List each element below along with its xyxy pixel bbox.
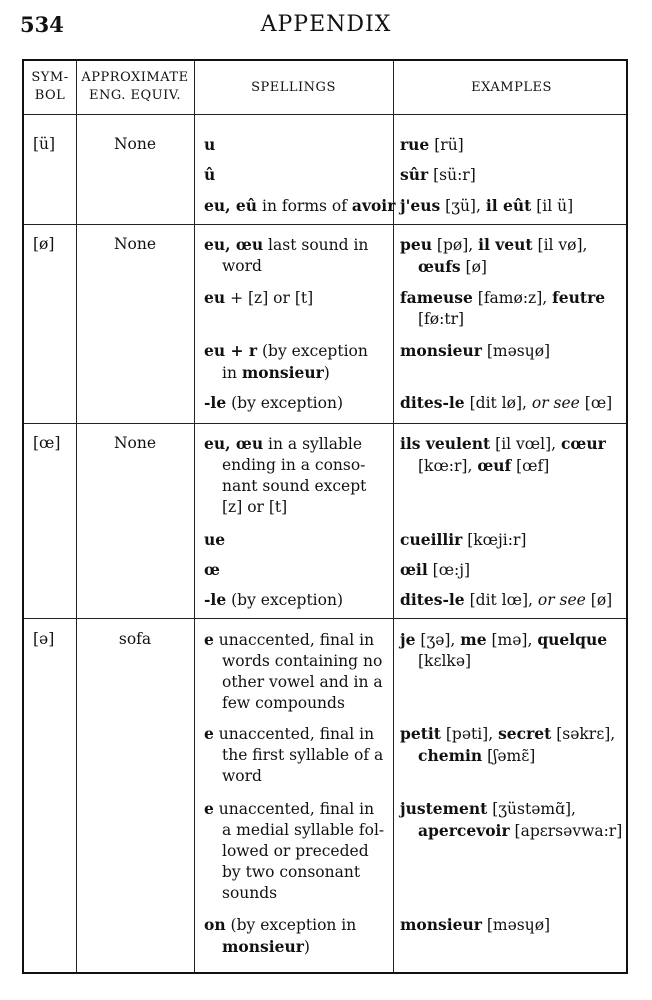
spelling-entry xyxy=(204,340,368,384)
running-head: APPENDIX xyxy=(260,12,392,37)
text-run: eu, eû xyxy=(204,196,258,215)
example-entry xyxy=(400,287,605,330)
text-run: e xyxy=(204,724,214,743)
entry-line xyxy=(204,820,384,841)
text-run: monsieur xyxy=(400,341,482,360)
text-run: e xyxy=(204,630,214,649)
text-run: rue xyxy=(400,135,430,154)
header-symbol xyxy=(24,69,76,105)
text-run: [ø] xyxy=(460,258,487,276)
spelling-entry xyxy=(204,914,356,958)
text-run: [ø] xyxy=(585,591,613,609)
header-examples: EXAMPLES xyxy=(471,80,552,95)
symbol-cell: [œ] xyxy=(33,434,61,452)
text-run: monsieur xyxy=(222,937,304,956)
text-run: word xyxy=(222,257,262,275)
text-run: [ʒüstəmɑ̃], xyxy=(487,800,576,818)
symbol-cell: [ø] xyxy=(33,235,55,253)
entry-line xyxy=(400,589,612,611)
text-run: justement xyxy=(400,799,488,818)
text-run: or see xyxy=(537,591,586,609)
text-run: (by exception xyxy=(257,342,368,360)
text-run: (by exception) xyxy=(226,394,344,412)
text-run: ) xyxy=(323,364,330,382)
text-run: unaccented, final in xyxy=(213,725,375,743)
text-run: [il vø], xyxy=(532,236,588,254)
text-run: me xyxy=(460,630,487,649)
text-run: [kœji:r] xyxy=(462,531,527,549)
text-run: in forms of xyxy=(257,197,352,215)
example-entry xyxy=(400,340,550,362)
text-run: œ xyxy=(204,560,220,579)
text-run: cœur xyxy=(560,434,606,453)
example-entry xyxy=(400,134,464,156)
entry-line xyxy=(400,392,612,414)
text-run: [ʒü], xyxy=(440,197,486,215)
entry-line xyxy=(400,134,464,156)
text-run: by two consonant xyxy=(222,863,361,881)
text-run: words containing no xyxy=(222,652,383,670)
entry-line xyxy=(204,862,384,883)
entry-line xyxy=(400,234,587,256)
entry-line xyxy=(400,745,615,767)
text-run: peu xyxy=(400,235,432,254)
text-run: [kɛlkə] xyxy=(418,652,472,670)
header-rule xyxy=(24,114,626,115)
text-run: [famø:z], xyxy=(472,289,553,307)
text-run: (by exception) xyxy=(226,591,344,609)
text-run: ils veulent xyxy=(400,434,491,453)
entry-line xyxy=(204,340,368,362)
text-run: [mə], xyxy=(486,631,538,649)
entry-line xyxy=(204,629,383,651)
entry-line xyxy=(400,195,573,217)
column-rule xyxy=(194,61,195,972)
text-run: eu xyxy=(204,288,226,307)
text-run: [rü] xyxy=(429,136,464,154)
text-run: sounds xyxy=(222,884,278,902)
page-number: 534 xyxy=(20,12,64,37)
eng-equiv-cell: None xyxy=(113,135,157,153)
text-run: [il vœl], xyxy=(490,435,561,453)
text-run: other vowel and in a xyxy=(222,673,383,691)
entry-line xyxy=(204,559,220,581)
text-run: nant sound except xyxy=(222,477,367,495)
entry-line xyxy=(204,914,356,936)
entry-line xyxy=(400,433,606,455)
entry-line xyxy=(400,820,622,842)
vowel-table xyxy=(22,59,628,974)
spelling-entry xyxy=(204,433,366,518)
spelling-entry xyxy=(204,559,220,581)
text-run: ending in a conso- xyxy=(222,456,366,474)
spelling-entry xyxy=(204,798,384,904)
entry-line xyxy=(400,559,470,581)
entry-line xyxy=(204,841,384,862)
example-entry xyxy=(400,723,615,767)
text-run: petit xyxy=(400,724,441,743)
entry-line xyxy=(204,883,384,904)
text-run: chemin xyxy=(418,746,483,765)
text-run: apercevoir xyxy=(418,821,510,840)
text-run: avoir xyxy=(351,196,396,215)
entry-line xyxy=(400,914,550,936)
text-run: [məsɥø] xyxy=(481,916,551,934)
entry-line xyxy=(204,693,383,714)
text-run: unaccented, final in xyxy=(213,631,375,649)
text-run: in a syllable xyxy=(263,435,363,453)
text-run: the first syllable of a xyxy=(222,746,384,764)
header-symbol-line: SYM- xyxy=(31,70,69,85)
entry-line xyxy=(400,287,605,309)
entry-line xyxy=(400,164,476,186)
example-entry xyxy=(400,195,573,217)
text-run: (by exception in xyxy=(225,916,357,934)
entry-line xyxy=(204,497,366,518)
text-run: lowed or preceded xyxy=(222,842,369,860)
example-entry xyxy=(400,164,476,186)
text-run: word xyxy=(222,767,262,785)
entry-line xyxy=(204,651,383,672)
eng-equiv-cell: None xyxy=(113,235,157,253)
text-run: [z] or [t] xyxy=(222,498,288,516)
column-rule xyxy=(76,61,77,972)
entry-line xyxy=(400,723,615,745)
example-entry xyxy=(400,629,607,672)
text-run: [kœ:r], xyxy=(418,457,478,475)
symbol-cell: [ə] xyxy=(33,630,55,648)
spelling-entry xyxy=(204,164,215,186)
text-run: last sound in xyxy=(263,236,369,254)
text-run: [il ü] xyxy=(531,197,574,215)
text-run: ue xyxy=(204,530,226,549)
text-run: œuf xyxy=(477,456,512,475)
text-run: sûr xyxy=(400,165,429,184)
text-run: je xyxy=(400,630,416,649)
entry-line xyxy=(400,256,587,278)
symbol-cell: [ü] xyxy=(33,135,56,153)
text-run: û xyxy=(204,165,216,184)
entry-line xyxy=(204,476,366,497)
text-run: il veut xyxy=(478,235,533,254)
example-entry xyxy=(400,798,622,842)
text-run: œufs xyxy=(418,257,461,276)
text-run: quelque xyxy=(537,630,608,649)
entry-line xyxy=(204,164,215,186)
text-run: monsieur xyxy=(400,915,482,934)
example-entry xyxy=(400,559,470,581)
entry-line xyxy=(204,723,383,745)
text-run: [apɛrsəvwa:r] xyxy=(509,822,623,840)
entry-line xyxy=(204,362,368,384)
spelling-entry xyxy=(204,529,225,551)
text-run: [dit lø], xyxy=(464,394,532,412)
text-run: eu + r xyxy=(204,341,258,360)
entry-line xyxy=(204,766,383,787)
spelling-entry xyxy=(204,287,313,309)
entry-line xyxy=(204,234,368,256)
example-entry xyxy=(400,433,606,477)
entry-line xyxy=(204,195,395,217)
text-run: [œf] xyxy=(511,457,550,475)
text-run: dites-le xyxy=(400,590,465,609)
text-run: secret xyxy=(498,724,552,743)
header-eng-equiv xyxy=(76,69,194,105)
entry-line xyxy=(400,309,605,330)
text-run: j'eus xyxy=(400,196,441,215)
text-run: fameuse xyxy=(400,288,473,307)
text-run: [pəti], xyxy=(440,725,499,743)
entry-line xyxy=(204,455,366,476)
entry-line xyxy=(400,629,607,651)
text-run: [œ] xyxy=(579,394,613,412)
text-run: feutre xyxy=(552,288,606,307)
text-run: [sü:r] xyxy=(428,166,476,184)
header-spellings: SPELLINGS xyxy=(251,80,336,95)
spelling-entry xyxy=(204,392,343,414)
spelling-entry xyxy=(204,134,215,156)
eng-equiv-cell: sofa xyxy=(118,630,152,648)
section-rule xyxy=(24,618,626,619)
text-run: [dit lœ], xyxy=(464,591,538,609)
text-run: on xyxy=(204,915,226,934)
entry-line xyxy=(204,798,384,820)
text-run: [səkrɛ], xyxy=(551,725,616,743)
text-run: eu, œu xyxy=(204,434,264,453)
entry-line xyxy=(204,745,383,766)
text-run: il eût xyxy=(485,196,532,215)
text-run: few compounds xyxy=(222,694,345,712)
entry-line xyxy=(204,672,383,693)
section-rule xyxy=(24,423,626,424)
eng-equiv-cell: None xyxy=(113,434,157,452)
text-run: ) xyxy=(303,938,310,956)
entry-line xyxy=(400,529,526,551)
entry-line xyxy=(204,529,225,551)
text-run: + [z] or [t] xyxy=(225,289,314,307)
entry-line xyxy=(204,589,343,611)
entry-line xyxy=(204,256,368,277)
text-run: [məsɥø] xyxy=(481,342,551,360)
spelling-entry xyxy=(204,234,368,277)
spelling-entry xyxy=(204,589,343,611)
text-run: a medial syllable fol- xyxy=(222,821,385,839)
entry-line xyxy=(400,340,550,362)
text-run: in xyxy=(222,364,242,382)
text-run: -le xyxy=(204,590,227,609)
header-eng-line: ENG. EQUIV. xyxy=(88,88,182,103)
text-run: [fø:tr] xyxy=(418,310,465,328)
text-run: [ʃəmɛ̃] xyxy=(482,747,536,765)
entry-line xyxy=(204,392,343,414)
header-symbol-line: BOL xyxy=(34,88,66,103)
entry-line xyxy=(204,134,215,156)
entry-line xyxy=(400,651,607,672)
text-run: u xyxy=(204,135,216,154)
text-run: or see xyxy=(531,394,580,412)
entry-line xyxy=(400,455,606,477)
example-entry xyxy=(400,392,612,414)
text-run: [pø], xyxy=(431,236,479,254)
example-entry xyxy=(400,234,587,278)
text-run: eu, œu xyxy=(204,235,264,254)
text-run: [ʒə], xyxy=(415,631,461,649)
entry-line xyxy=(204,287,313,309)
section-rule xyxy=(24,224,626,225)
header-eng-line: APPROXIMATE xyxy=(81,70,189,85)
text-run: [œ:j] xyxy=(427,561,471,579)
entry-line xyxy=(204,433,366,455)
text-run: monsieur xyxy=(241,363,324,382)
example-entry xyxy=(400,589,612,611)
text-run: e xyxy=(204,799,214,818)
example-entry xyxy=(400,914,550,936)
text-run: cueillir xyxy=(400,530,463,549)
text-run: dites-le xyxy=(400,393,465,412)
spelling-entry xyxy=(204,195,395,217)
example-entry xyxy=(400,529,526,551)
spelling-entry xyxy=(204,629,383,714)
spelling-entry xyxy=(204,723,383,787)
entry-line xyxy=(204,936,356,958)
text-run: œil xyxy=(400,560,428,579)
entry-line xyxy=(400,798,622,820)
text-run: -le xyxy=(204,393,227,412)
text-run: unaccented, final in xyxy=(213,800,375,818)
